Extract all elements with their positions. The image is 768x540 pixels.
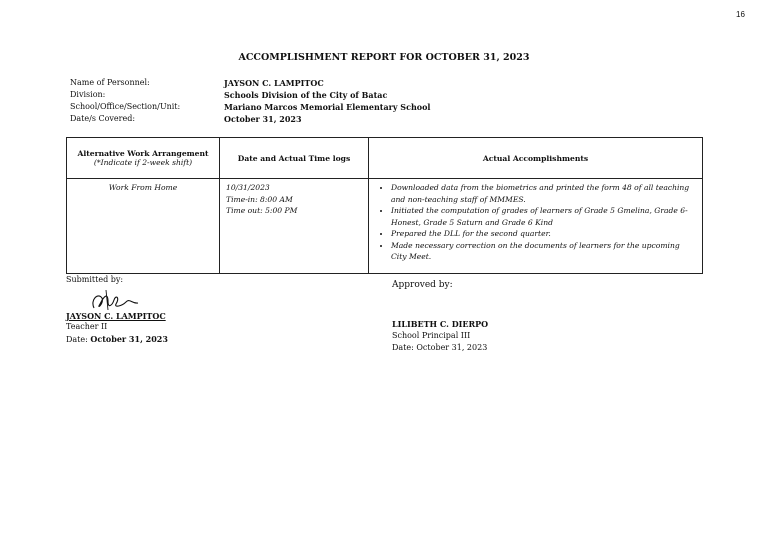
dates-label: Date/s Covered: — [70, 114, 136, 123]
header-time-logs: Date and Actual Time logs — [220, 138, 369, 179]
page-number: 16 — [736, 10, 745, 19]
approver-name: LILIBETH C. DIERPO — [392, 319, 489, 329]
cell-time-logs — [220, 179, 369, 274]
table-header-row — [67, 138, 703, 179]
accomplishment-list — [375, 182, 696, 263]
personnel-info — [0, 77, 768, 127]
approved-label: Approved by: — [392, 280, 453, 290]
header-work-arrangement — [67, 138, 220, 179]
school-label: School/Office/Section/Unit: — [70, 102, 181, 111]
name-value: JAYSON C. LAMPITOC — [224, 78, 324, 88]
approver-position: School Principal III — [392, 331, 471, 340]
submitter-position: Teacher II — [66, 322, 108, 331]
accomplishment-table — [66, 137, 703, 274]
list-item: • Initiated the computation of grades of learners of Grade 5 Gmelina, Grade 6- Honest, Grade 5 Saturn and Grade 6 Kind — [391, 205, 696, 228]
log-date: 10/31/2023 — [226, 183, 270, 192]
division-value: Schools Division of the City of Batac — [224, 90, 388, 100]
submitter-date-label: Date: — [66, 335, 91, 344]
approver-date-value: October 31, 2023 — [416, 343, 488, 352]
cell-arrangement: Work From Home — [67, 179, 220, 274]
dates-value: October 31, 2023 — [224, 114, 302, 124]
list-item: • Downloaded data from the biometrics and printed the form 48 of all teaching and non-teaching staff of MMMES. — [391, 182, 696, 205]
submitter-date-value: October 31, 2023 — [90, 334, 168, 344]
submitter-date — [66, 333, 168, 346]
approver-date-label: Date: — [392, 343, 417, 352]
header-work-arrangement-note: (*Indicate if 2-week shift) — [93, 158, 193, 167]
list-item: • Prepared the DLL for the second quarter. — [391, 228, 696, 240]
name-label: Name of Personnel: — [70, 78, 150, 87]
log-time-in: Time-in: 8:00 AM — [226, 194, 293, 204]
log-time-out: Time out: 5:00 PM — [226, 206, 298, 215]
table-row — [67, 179, 703, 274]
list-item: • Made necessary correction on the documents of learners for the upcoming City Meet. — [391, 240, 696, 263]
submitted-label: Submitted by: — [66, 275, 124, 284]
school-value: Mariano Marcos Memorial Elementary School — [224, 102, 431, 112]
approver-date — [392, 342, 487, 354]
cell-accomplishments — [369, 179, 703, 274]
header-work-arrangement-label: Alternative Work Arrangement — [77, 149, 209, 158]
header-accomplishments: Actual Accomplishments — [369, 138, 703, 179]
division-label: Division: — [70, 90, 106, 99]
report-title: ACCOMPLISHMENT REPORT FOR OCTOBER 31, 2023 — [238, 52, 530, 63]
submitter-name: JAYSON C. LAMPITOC — [66, 311, 166, 321]
